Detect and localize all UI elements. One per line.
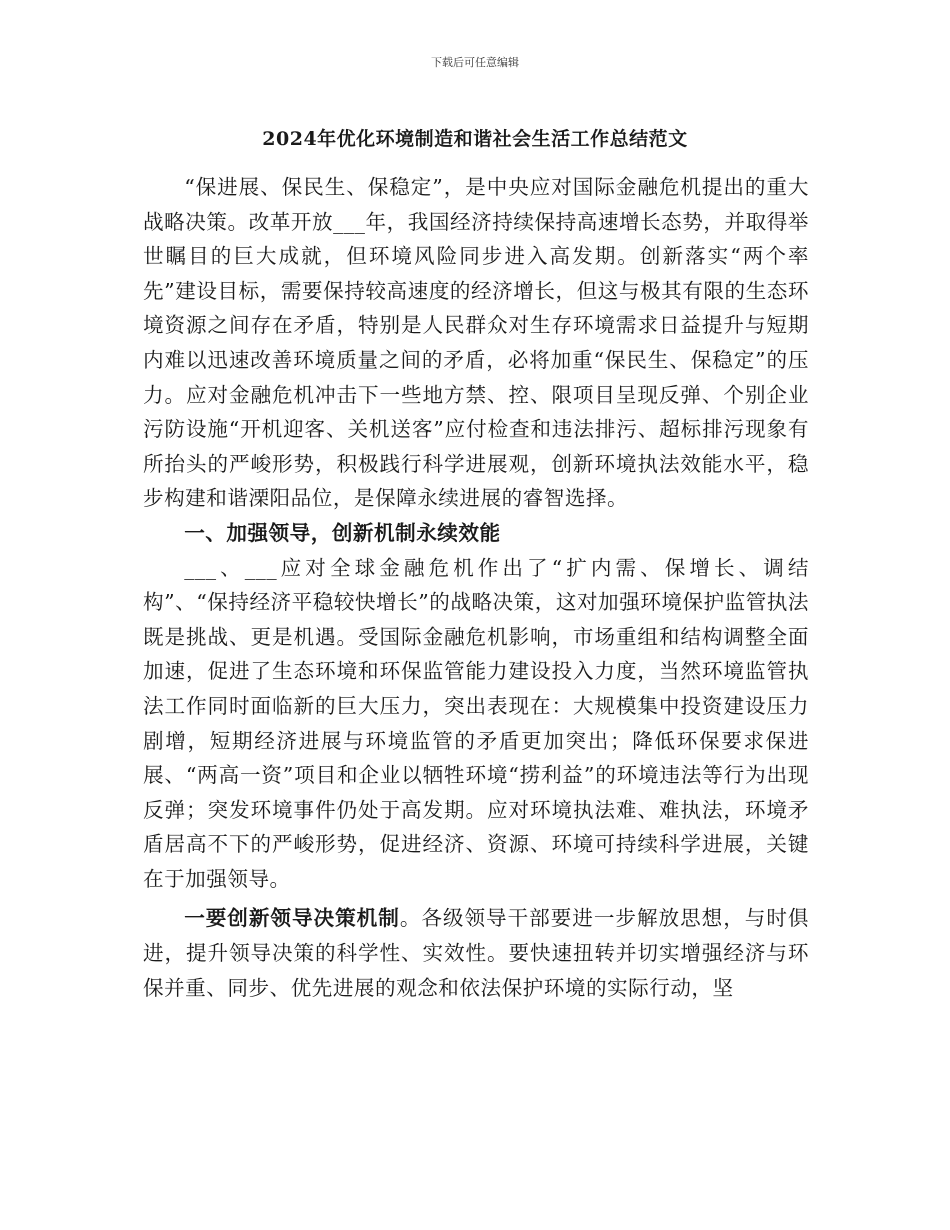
document-body <box>143 170 809 1005</box>
document-title: 2024年优化环境制造和谐社会生活工作总结范文 <box>262 128 688 150</box>
paragraph-decision-mechanism <box>143 901 809 1005</box>
paragraph-intro: “保进展、保民生、保稳定”，是中央应对国际金融危机提出的重大战略决策。改革开放___年，我国经济持续保持高速增长态势，并取得举世瞩目的巨大成就，但环境风险同步进入高发期。创新落实“两个率先”建设目标，需要保持较高速度的经济增长，但这与极其有限的生态环境资源之间存在矛盾，特别是人民群众对生存环境需求日益提升与短期内难以迅速改善环境质量之间的矛盾，必将加重“保民生、保稳定”的压力。应对金融危机冲击下一些地方禁、控、限项目呈现反弹、个别企业污防设施“开机迎客、关机送客”应付检查和违法排污、超标排污现象有所抬头的严峻形势，积极践行科学进展观，创新环境执法效能水平，稳步构建和谐溧阳品位，是保障永续进展的睿智选择。 <box>143 175 809 511</box>
paragraph-lead-text: 一要创新领导决策机制 <box>184 906 400 931</box>
section-heading-1: 一、加强领导，创新机制永续效能 <box>184 520 501 545</box>
page-header-note: 下载后可任意编辑 <box>431 56 519 69</box>
paragraph-section-1: ___、___应对全球金融危机作出了“扩内需、保增长、调结构”、“保持经济平稳较快增长”的战略决策，这对加强环境保护监管执法既是挑战、更是机遇。受国际金融危机影响，市场重组和结构调整全面加速，促进了生态环境和环保监管能力建设投入力度，当然环境监管执法工作同时面临新的巨大压力，突出表现在：大规模集中投资建设压力剧增，短期经济进展与环境监管的矛盾更加突出；降低环保要求保进展、“两高一资”项目和企业以牺牲环境“捞利益”的环境违法等行为出现反弹；突发环境事件仍处于高发期。应对环境执法难、难执法，环境矛盾居高不下的严峻形势，促进经济、资源、环境可持续科学进展，关键在于加强领导。 <box>143 555 809 891</box>
paragraph-body-text: 。各级领导干部要进一步解放思想，与时俱进，提升领导决策的科学性、实效性。要快速扭转并切实增强经济与环保并重、同步、优先进展的观念和依法保护环境的实际行动，坚 <box>143 906 810 1000</box>
